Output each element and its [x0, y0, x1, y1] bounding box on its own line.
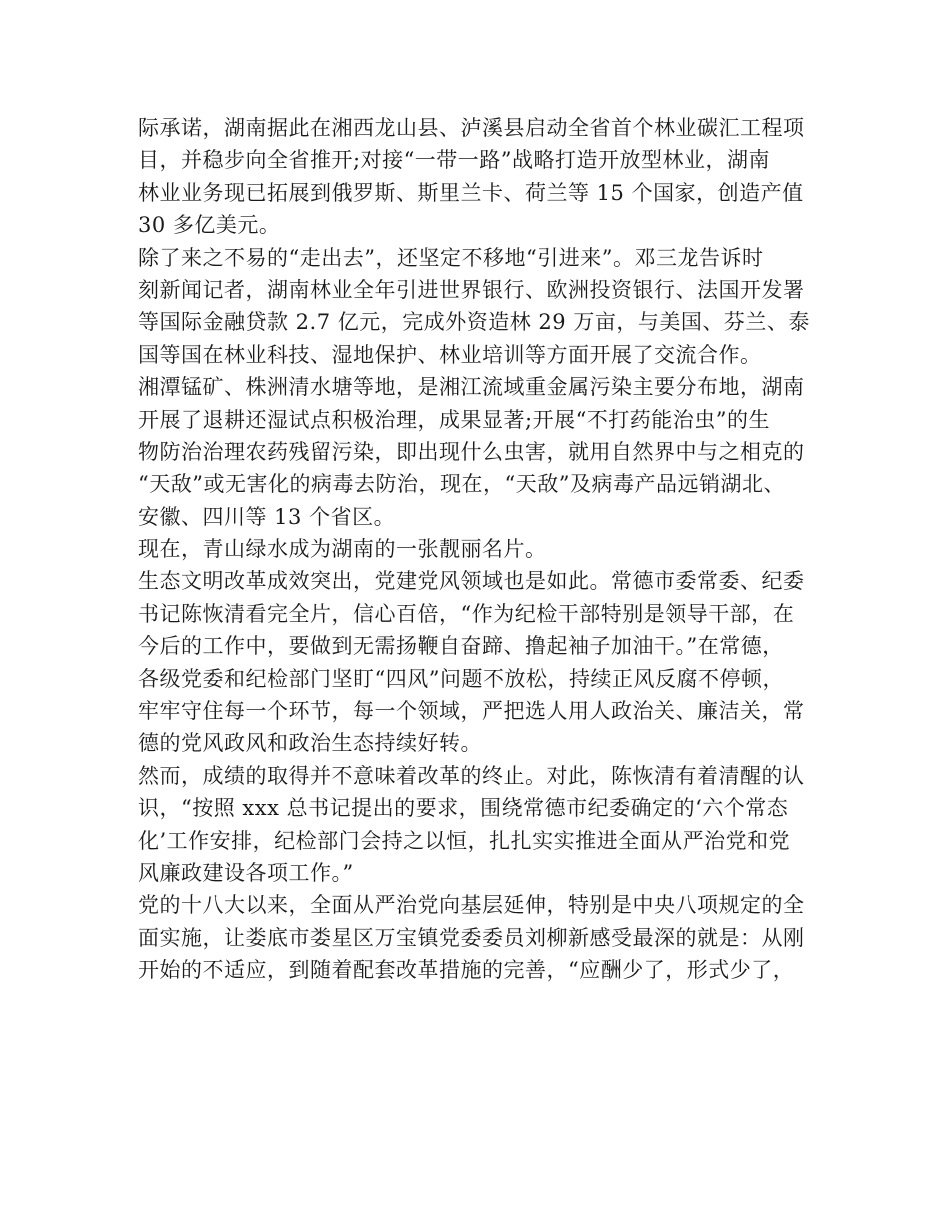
text-line: 30 多亿美元。	[138, 213, 281, 238]
text-line: 党的十八大以来，全面从严治党向基层延伸，特别是中央八项规定的全	[138, 893, 805, 918]
text-line: 现在，青山绿水成为湖南的一张靓丽名片。	[138, 537, 547, 562]
text-line: 开始的不适应，到随着配套改革措施的完善，“应酬少了，形式少了，	[138, 958, 795, 983]
text-line: 除了来之不易的“走出去”，还坚定不移地“引进来”。邓三龙告诉时	[138, 245, 764, 270]
text-line: 牢牢守住每一个环节，每一个领域，严把选人用人政治关、廉洁关，常	[138, 699, 805, 724]
text-line: 际承诺，湖南据此在湘西龙山县、泸溪县启动全省首个林业碳汇工程项	[138, 116, 805, 140]
text-line: 面实施，让娄底市娄星区万宝镇党委委员刘柳新感受最深的就是：从刚	[138, 925, 805, 950]
text-line: 风廉政建设各项工作。”	[138, 860, 354, 885]
text-line: 今后的工作中，要做到无需扬鞭自奋蹄、撸起袖子加油干。”在常德，	[138, 634, 784, 659]
text-line: 识，“按照 xxx 总书记提出的要求，围绕常德市纪委确定的‘六个常态	[138, 796, 789, 821]
text-line: 开展了退耕还湿试点积极治理，成果显著;开展“不打药能治虫”的生	[138, 407, 771, 432]
text-line: 目，并稳步向全省推开;对接“一带一路”战略打造开放型林业，湖南	[138, 148, 771, 173]
body-text	[138, 112, 838, 987]
text-line: 化’工作安排，纪检部门会持之以恒，扎扎实实推进全面从严治党和党	[138, 828, 791, 853]
text-line: 书记陈恢清看完全片，信心百倍，“作为纪检干部特别是领导干部，在	[138, 601, 795, 626]
text-line: 刻新闻记者，湖南林业全年引进世界银行、欧洲投资银行、法国开发署	[138, 277, 805, 302]
text-line: 等国际金融贷款 2.7 亿元，完成外资造林 29 万亩，与美国、芬兰、泰	[138, 310, 810, 335]
text-line: 安徽、四川等 13 个省区。	[138, 504, 396, 529]
text-line: 物防治治理农药残留污染，即出现什么虫害，就用自然界中与之相克的	[138, 439, 805, 464]
text-line: 国等国在林业科技、湿地保护、林业培训等方面开展了交流合作。	[138, 342, 762, 367]
text-line: 各级党委和纪检部门坚盯“四风”问题不放松，持续正风反腐不停顿，	[138, 666, 784, 691]
text-line: 湘潭锰矿、株洲清水塘等地，是湘江流域重金属污染主要分布地，湖南	[138, 375, 805, 400]
text-line: “天敌”或无害化的病毒去防治，现在，“天敌”及病毒产品远销湖北、	[138, 472, 785, 497]
text-line: 德的党风政风和政治生态持续好转。	[138, 731, 482, 756]
text-line: 然而，成绩的取得并不意味着改革的终止。对此，陈恢清有着清醒的认	[138, 763, 805, 788]
text-line: 生态文明改革成效突出，党建党风领域也是如此。常德市委常委、纪委	[138, 569, 805, 594]
text-line: 林业业务现已拓展到俄罗斯、斯里兰卡、荷兰等 15 个国家，创造产值	[138, 180, 804, 205]
